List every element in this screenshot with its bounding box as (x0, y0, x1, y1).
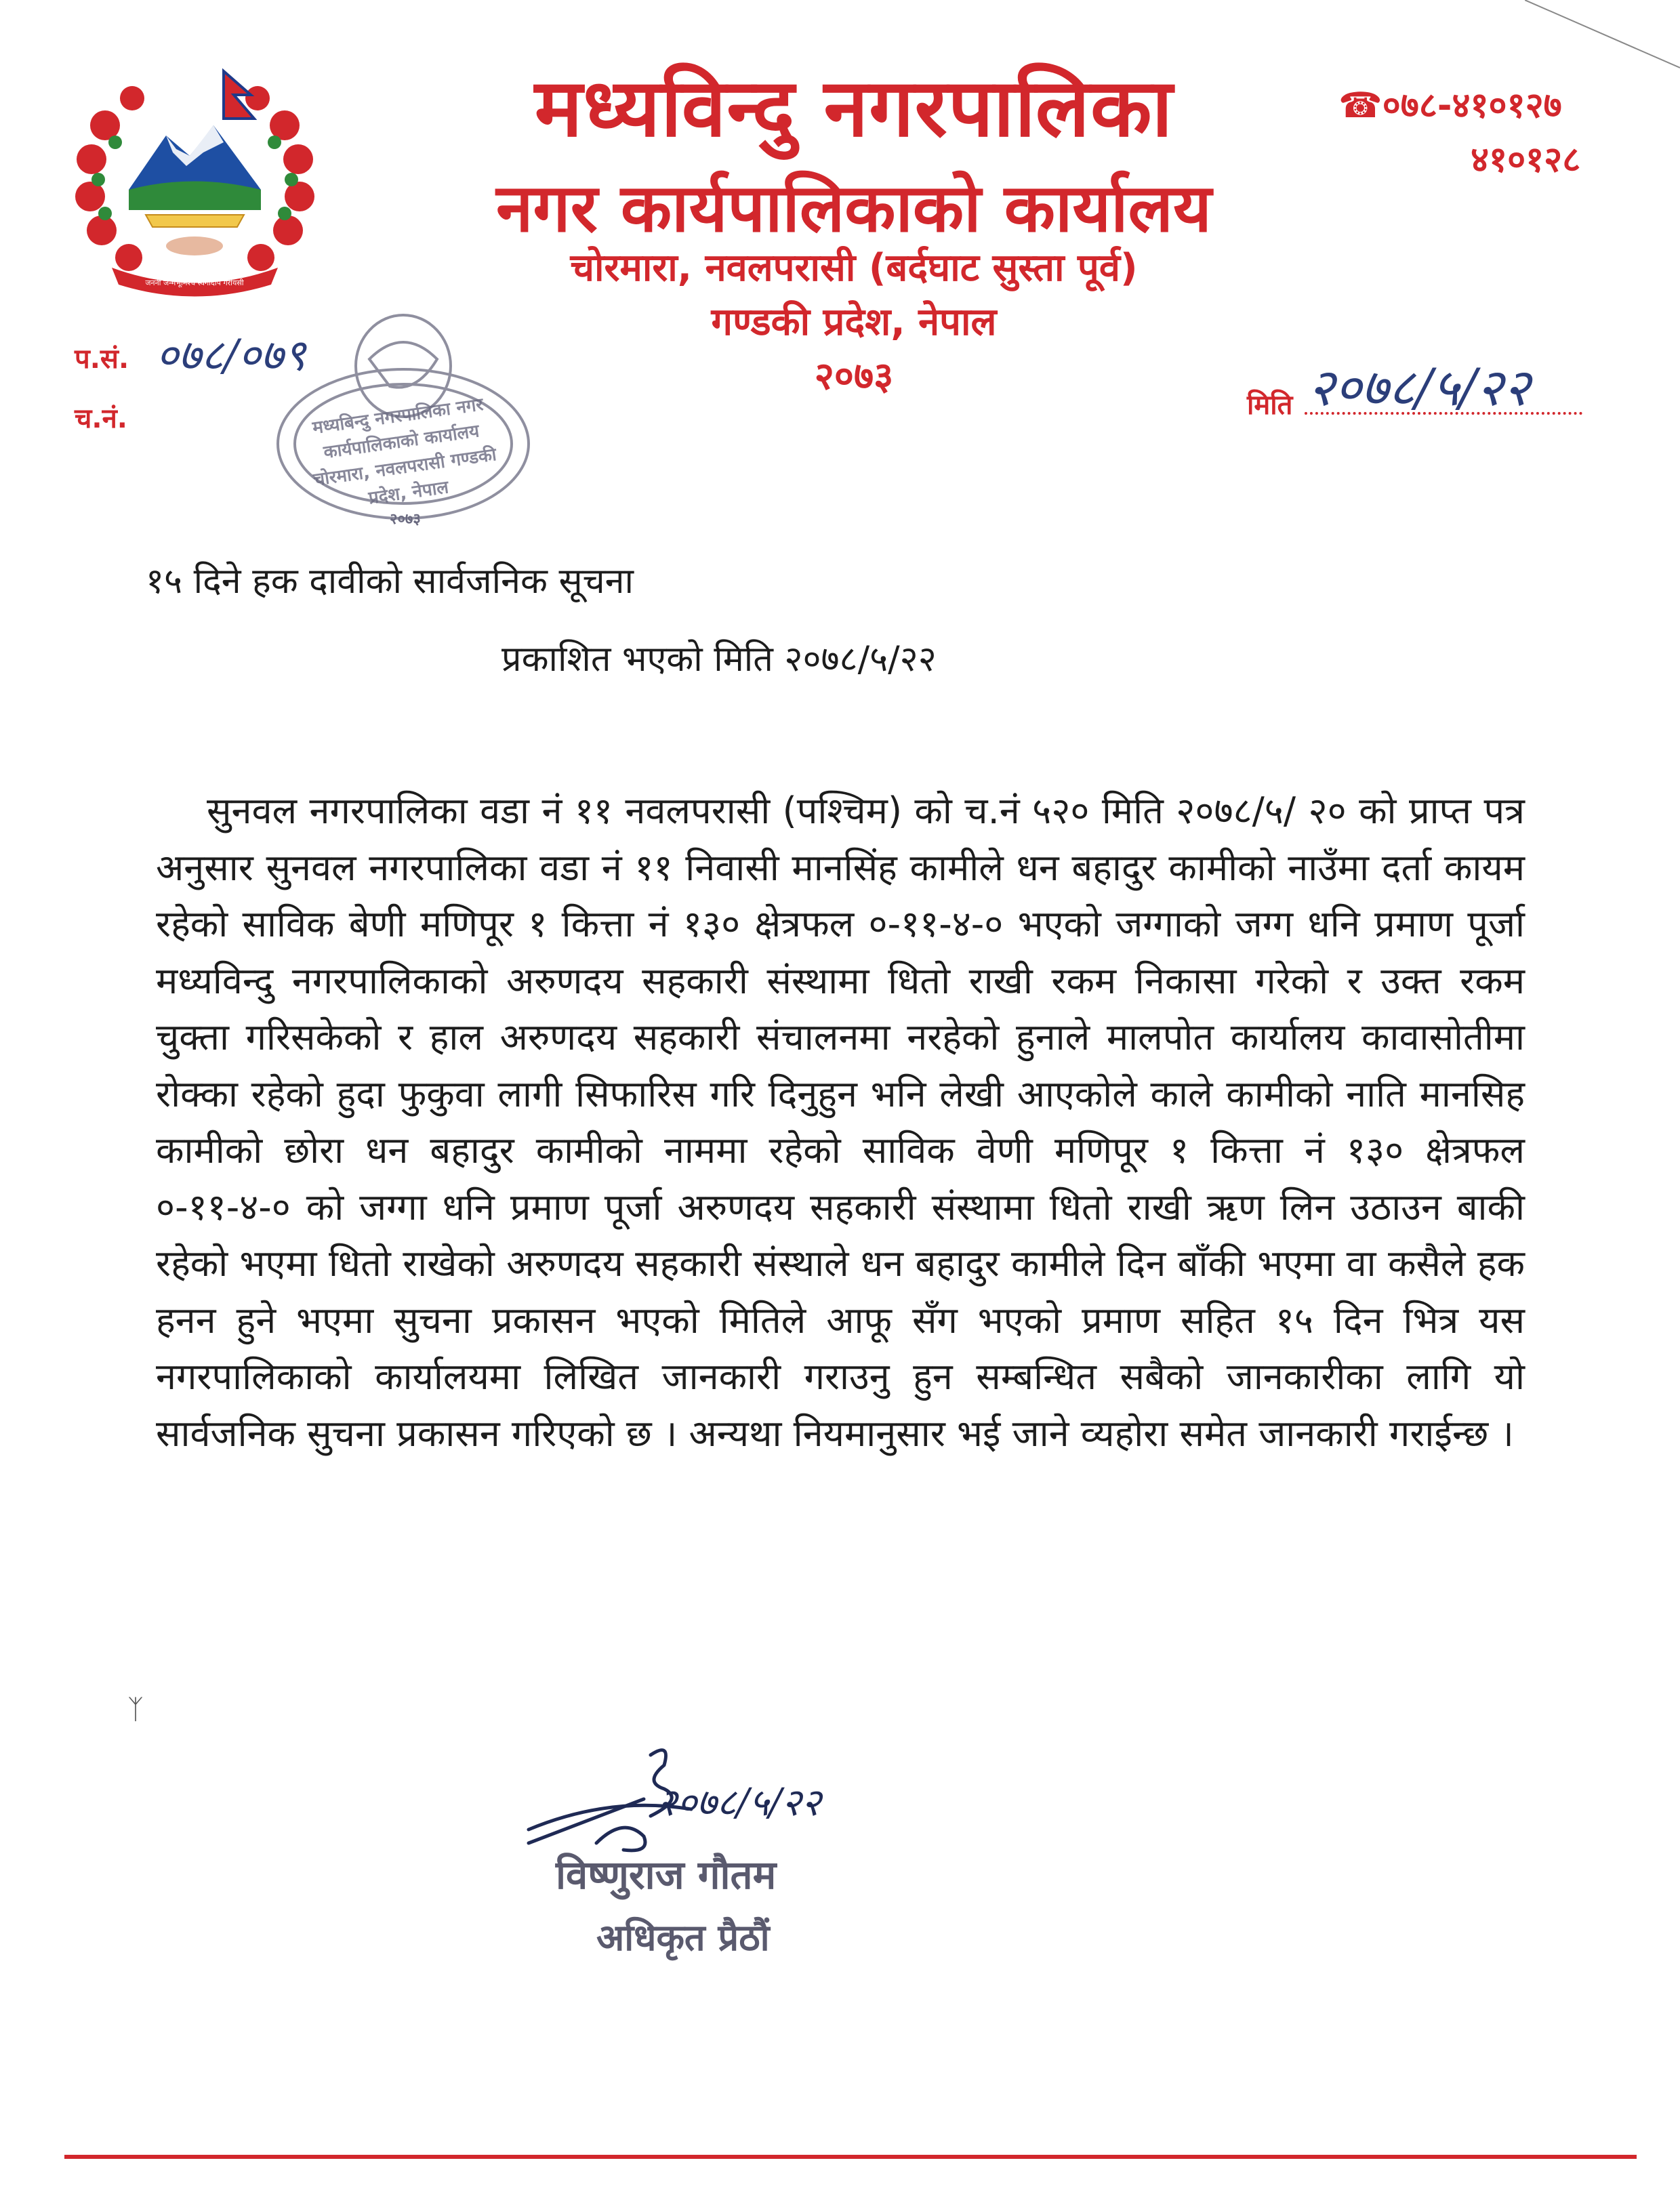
phone-number-2: ४१०१२८ (1471, 140, 1581, 180)
emblem-motto: जननी जन्मभूमिश्च स्वर्गादपि गरीयसी (145, 278, 244, 287)
letter-number-handwritten: ०७८/०७९ (156, 331, 306, 381)
dispatch-number-label: च.नं. (75, 403, 127, 434)
date-handwritten: २०७८/५/२२ (1308, 357, 1530, 417)
scan-edge-line (1525, 0, 1680, 81)
margin-mark: ᛉ (127, 1694, 144, 1725)
letter-number-label: प.सं. (75, 344, 129, 375)
signatory-designation: अधिकृत प्रैठौं (596, 1916, 770, 1959)
established-year: २०७३ (814, 354, 894, 398)
stamp-office-text: मध्यबिन्दु नगरपालिका नगर कार्यपालिकाको कार्यालय चोरमारा, नवलपरासी गण्डकी प्रदेश, नेपाल (311, 394, 498, 509)
date-label: मिति (1247, 390, 1293, 421)
notice-subject: १५ दिने हक दावीको सार्वजनिक सूचना (146, 561, 634, 602)
signatory-name: विष्णुराज गौतम (556, 1852, 777, 1898)
nepal-emblem-logo (64, 64, 325, 298)
phone-number-1: ☎०७८-४१०१२७ (1338, 85, 1562, 126)
address-line-1: चोरमारा, नवलपरासी (बर्दघाट सुस्ता पूर्व) (570, 246, 1138, 290)
office-name: नगर कार्यपालिकाको कार्यालय (496, 170, 1212, 247)
footer-divider (64, 2155, 1637, 2159)
address-line-2: गण्डकी प्रदेश, नेपाल (711, 300, 997, 344)
stamp-year: २०७३ (390, 511, 421, 528)
municipality-name: मध्यविन्दु नगरपालिका (534, 61, 1174, 154)
notice-body: सुनवल नगरपालिका वडा नं ११ नवलपरासी (पश्चिम) को च.नं ५२० मिति २०७८/५/ २० को प्राप्त पत्र अनुसार सुनवल नगरपालिका वडा नं ११ निवासी मानसिंह कामीले धन बहादुर कामीको नाउँमा दर्ता कायम रहेको साविक बेणी मणिपूर १ कित्ता नं १३० क्षेत्रफल ०-११-४-० भएको जग्गाको जग्ग धनि प्रमाण पूर्जा मध्यविन्दु नगरपालिकाको अरुणदय सहकारी संस्थामा धितो राखी रकम निकासा गरेको र उक्त रकम चुक्ता गरिसकेको र हाल अरुणदय सहकारी संचालनमा नरहेको हुनाले मालपोत कार्यालय कावासोतीमा रोक्का रहेको हुदा फुकुवा लागी सिफारिस गरि दिनुहुन भनि लेखी आएकोले काले कामीको नाति मानसिह कामीको छोरा धन बहादुर कामीको नाममा रहेको साविक वेणी मणिपूर १ कित्ता नं १३० क्षेत्रफल ०-११-४-० को जग्गा धनि प्रमाण पूर्जा अरुणदय सहकारी संस्थामा धितो राखी ऋण लिन उठाउन बाकी रहेको भएमा धितो राखेको अरुणदय सहकारी संस्थाले धन बहादुर कामीले दिन बाँकी भएमा वा कसैले हक हनन हुने भएमा सुचना प्रकासन भएको मितिले आफू सँग भएको प्रमाण सहित १५ दिन भित्र यस नगरपालिकाको कार्यालयमा लिखित जानकारी गराउनु हुन सम्बन्धित सबैको जानकारीका लागि यो सार्वजनिक सुचना प्रकासन गरिएको छ । अन्यथा नियमानुसार भई जाने व्यहोरा समेत जानकारी गराईन्छ । (156, 789, 1525, 1455)
published-date: प्रकाशित भएको मिति २०७८/५/२२ (501, 639, 937, 680)
signature-date-handwritten: २०७८/५/२२ (657, 1781, 821, 1825)
office-stamp (268, 285, 539, 535)
